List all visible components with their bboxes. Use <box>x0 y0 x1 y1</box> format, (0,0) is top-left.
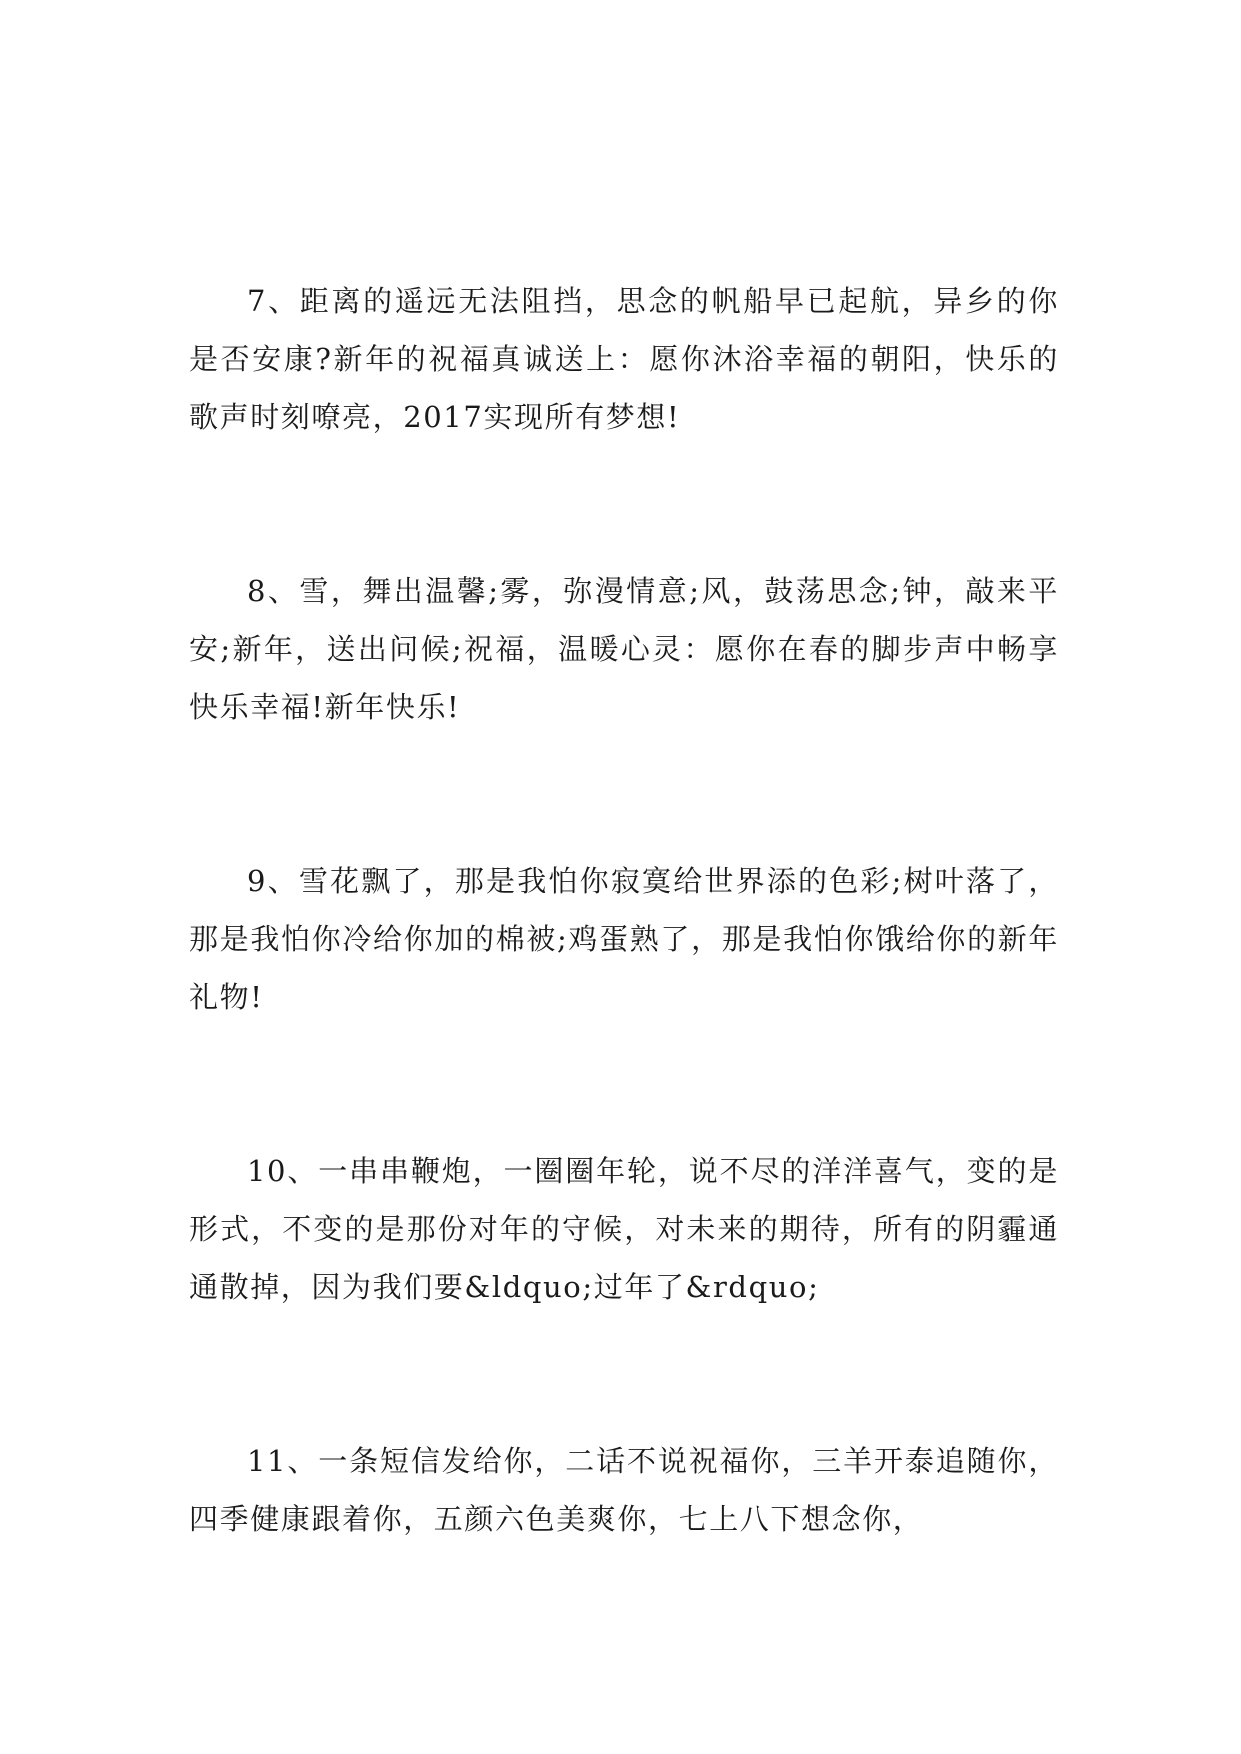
paragraph-11: 11、一条短信发给你，二话不说祝福你，三羊开泰追随你，四季健康跟着你，五颜六色美爽你，七上八下想念你， <box>189 1444 1059 1536</box>
paragraph-10: 10、一串串鞭炮，一圈圈年轮，说不尽的洋洋喜气，变的是形式，不变的是那份对年的守候，对未来的期待，所有的阴霾通通散掉，因为我们要&ldquo;过年了&rdquo; <box>189 1154 1059 1304</box>
paragraph-7: 7、距离的遥远无法阻挡，思念的帆船早已起航，异乡的你是否安康?新年的祝福真诚送上：愿你沐浴幸福的朝阳，快乐的歌声时刻嘹亮，2017实现所有梦想! <box>189 284 1059 434</box>
paragraph-8: 8、雪，舞出温馨;雾，弥漫情意;风，鼓荡思念;钟，敲来平安;新年，送出问候;祝福，温暖心灵：愿你在春的脚步声中畅享快乐幸福!新年快乐! <box>189 574 1059 724</box>
paragraph-9: 9、雪花飘了，那是我怕你寂寞给世界添的色彩;树叶落了，那是我怕你冷给你加的棉被;鸡蛋熟了，那是我怕你饿给你的新年礼物! <box>189 864 1059 1014</box>
